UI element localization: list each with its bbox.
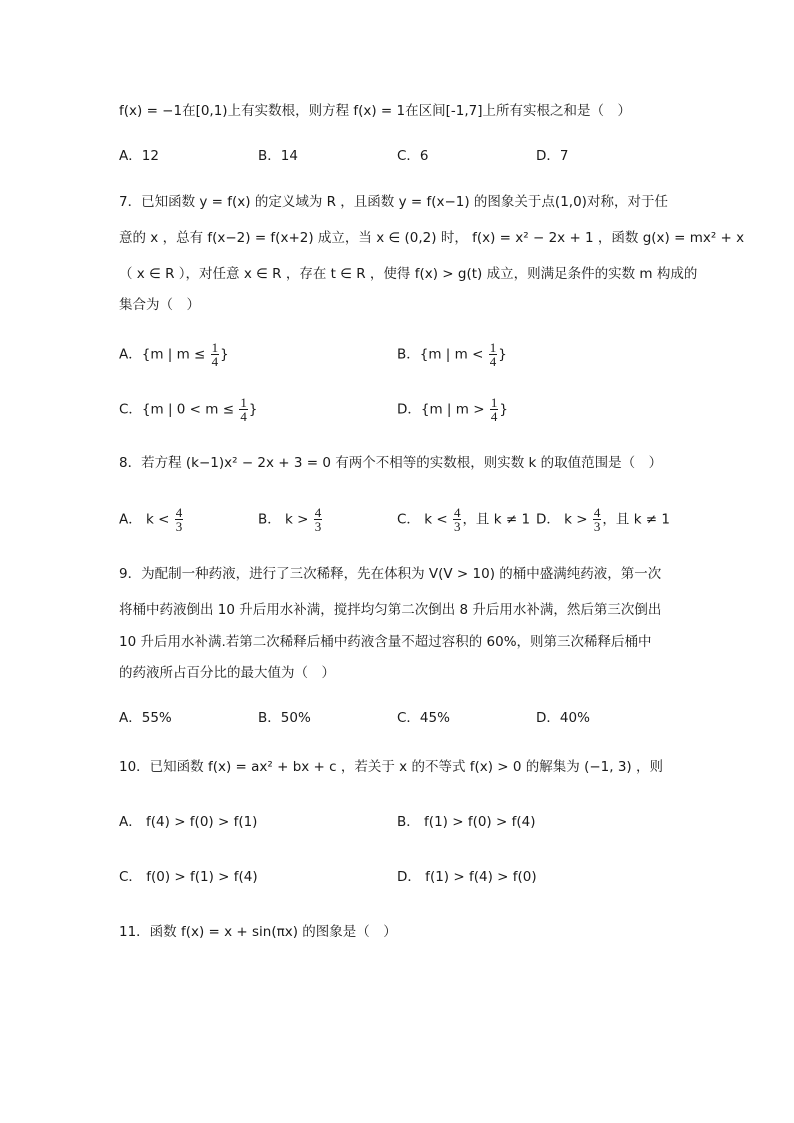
q11-stem: 11．函数 f(x) = x + sin(πx) 的图象是（ ） bbox=[119, 924, 397, 940]
fraction-numerator: 4 bbox=[314, 505, 322, 520]
option-suffix: } bbox=[498, 346, 507, 363]
q9-option-d[interactable]: D．40% bbox=[536, 710, 590, 726]
q8-stem: 8．若方程 (k−1)x² − 2x + 3 = 0 有两个不相等的实数根，则实数 k 的取值范围是（ ） bbox=[119, 455, 663, 471]
q7-option-a[interactable] bbox=[119, 341, 229, 368]
fraction-numerator: 1 bbox=[490, 395, 498, 410]
q10-option-a[interactable]: A． f(4) > f(0) > f(1) bbox=[119, 814, 258, 830]
option-prefix: B．{m | m < bbox=[397, 346, 488, 363]
option-prefix: D． k > bbox=[536, 511, 592, 528]
q7-option-b[interactable] bbox=[397, 341, 507, 368]
q9-stem-line-4: 的药液所占百分比的最大值为（ ） bbox=[119, 665, 335, 681]
q9-stem-line-1: 9．为配制一种药液，进行了三次稀释，先在体积为 V(V > 10) 的桶中盛满纯药液，第一次 bbox=[119, 566, 662, 582]
fraction bbox=[490, 396, 499, 423]
option-prefix: C． k < bbox=[397, 511, 452, 528]
q7-option-c[interactable] bbox=[119, 396, 257, 423]
fraction bbox=[489, 341, 498, 368]
fraction bbox=[211, 341, 220, 368]
q6-option-b[interactable]: B．14 bbox=[258, 148, 298, 164]
q7-stem-line-3: （ x ∈ R ），对任意 x ∈ R ，存在 t ∈ R ，使得 f(x) > g(t) 成立，则满足条件的实数 m 构成的 bbox=[119, 266, 698, 282]
q8-option-a[interactable] bbox=[119, 506, 184, 533]
fraction-denominator: 3 bbox=[314, 519, 322, 534]
fraction-numerator: 1 bbox=[489, 340, 497, 355]
q9-option-c[interactable]: C．45% bbox=[397, 710, 450, 726]
fraction bbox=[453, 506, 462, 533]
q10-stem: 10．已知函数 f(x) = ax² + bx + c ，若关于 x 的不等式 f(x) > 0 的解集为 (−1, 3) ，则 bbox=[119, 759, 663, 775]
option-prefix: C．{m | 0 < m ≤ bbox=[119, 401, 239, 418]
fraction-denominator: 4 bbox=[490, 409, 498, 424]
fraction-denominator: 4 bbox=[240, 409, 247, 424]
q10-option-b[interactable]: B． f(1) > f(0) > f(4) bbox=[397, 814, 536, 830]
fraction-denominator: 4 bbox=[489, 354, 497, 369]
fraction bbox=[175, 506, 184, 533]
q6-option-d[interactable]: D．7 bbox=[536, 148, 569, 164]
fraction-numerator: 1 bbox=[240, 395, 247, 410]
q9-stem-line-3: 10 升后用水补满.若第二次稀释后桶中药液含量不超过容积的 60%，则第三次稀释后桶中 bbox=[119, 634, 652, 650]
q6-option-a[interactable]: A．12 bbox=[119, 148, 159, 164]
option-prefix: B． k > bbox=[258, 511, 313, 528]
option-prefix: A．{m | m ≤ bbox=[119, 346, 210, 363]
option-suffix: } bbox=[499, 401, 508, 418]
fraction-numerator: 4 bbox=[593, 505, 601, 520]
q8-option-b[interactable] bbox=[258, 506, 323, 533]
q10-option-c[interactable]: C． f(0) > f(1) > f(4) bbox=[119, 869, 258, 885]
q9-option-b[interactable]: B．50% bbox=[258, 710, 311, 726]
fraction-denominator: 3 bbox=[593, 519, 601, 534]
q7-stem-line-1: 7．已知函数 y = f(x) 的定义域为 R ，且函数 y = f(x−1) 的图象关于点(1,0)对称，对于任 bbox=[119, 194, 668, 210]
fraction-denominator: 4 bbox=[211, 354, 219, 369]
q7-stem-line-4: 集合为（ ） bbox=[119, 297, 200, 313]
fraction-numerator: 1 bbox=[211, 340, 219, 355]
q8-option-c[interactable] bbox=[397, 506, 530, 533]
option-suffix: ，且 k ≠ 1 bbox=[462, 511, 531, 528]
option-suffix: } bbox=[220, 346, 229, 363]
q6-option-c[interactable]: C．6 bbox=[397, 148, 429, 164]
option-suffix: } bbox=[248, 401, 258, 418]
fraction bbox=[593, 506, 602, 533]
option-prefix: A． k < bbox=[119, 511, 174, 528]
fraction-denominator: 3 bbox=[175, 519, 183, 534]
q6-stem: f(x) = −1在[0,1)上有实数根，则方程 f(x) = 1在区间[-1,7]上所有实根之和是（ ） bbox=[119, 103, 631, 119]
fraction bbox=[239, 396, 248, 423]
fraction bbox=[314, 506, 323, 533]
fraction-denominator: 3 bbox=[453, 519, 461, 534]
q8-option-d[interactable] bbox=[536, 506, 670, 533]
option-prefix: D．{m | m > bbox=[397, 401, 489, 418]
q7-stem-line-2: 意的 x ，总有 f(x−2) = f(x+2) 成立，当 x ∈ (0,2) 时， f(x) = x² − 2x + 1 ，函数 g(x) = mx² + x bbox=[119, 230, 745, 246]
q9-option-a[interactable]: A．55% bbox=[119, 710, 172, 726]
q9-stem-line-2: 将桶中药液倒出 10 升后用水补满，搅拌均匀第二次倒出 8 升后用水补满，然后第三次倒出 bbox=[119, 602, 662, 618]
option-suffix: ，且 k ≠ 1 bbox=[602, 511, 670, 528]
fraction-numerator: 4 bbox=[175, 505, 183, 520]
q10-option-d[interactable]: D． f(1) > f(4) > f(0) bbox=[397, 869, 537, 885]
q7-option-d[interactable] bbox=[397, 396, 508, 423]
fraction-numerator: 4 bbox=[453, 505, 461, 520]
